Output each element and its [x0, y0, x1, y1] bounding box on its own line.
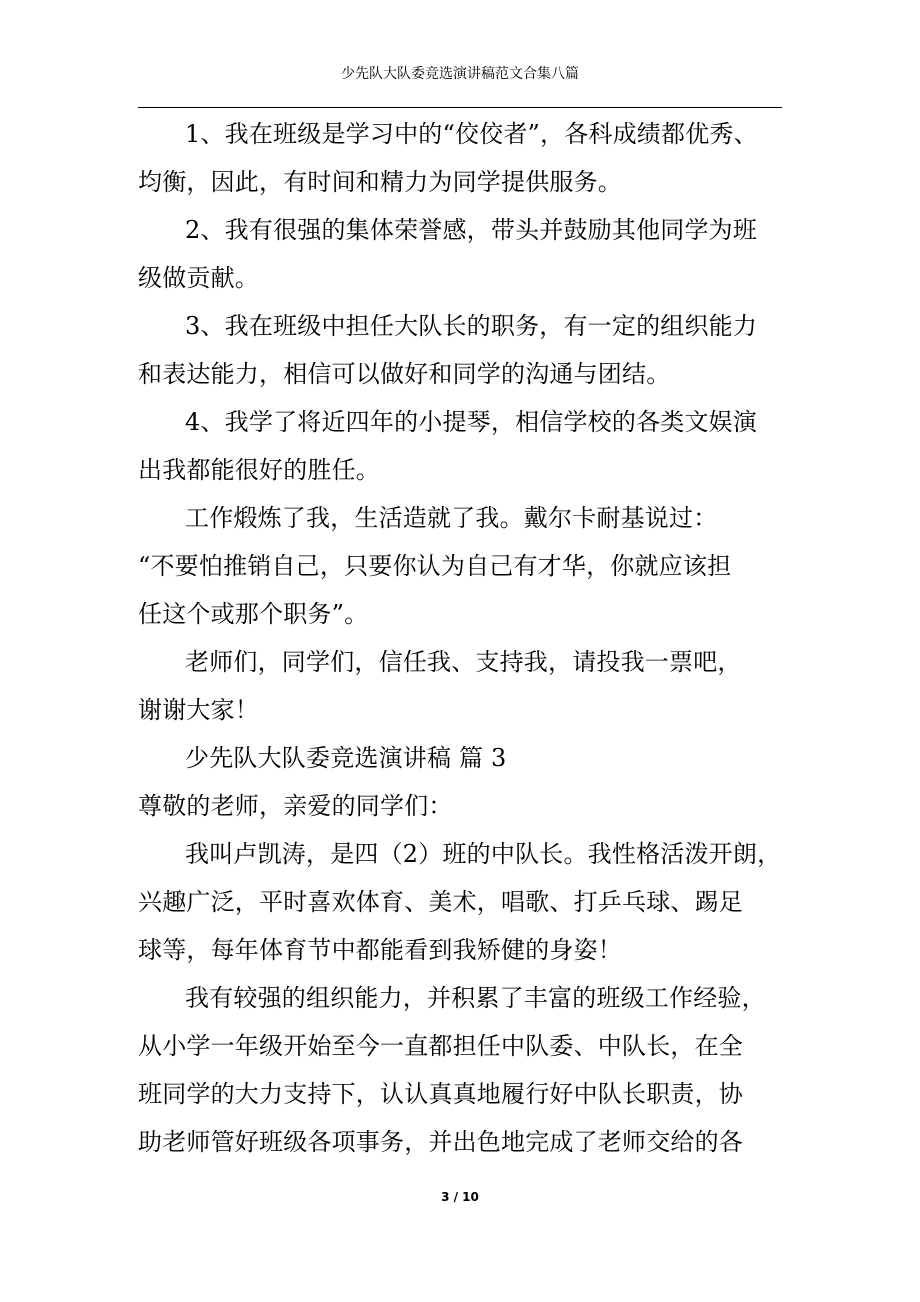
- section-heading: 少先队大队委竞选演讲稿 篇 3: [185, 744, 507, 772]
- paragraph-5-line-2: “不要怕推销自己，只要你认为自己有才华，你就应该担: [138, 552, 732, 580]
- running-header-title: 少先队大队委竞选演讲稿范文合集八篇: [341, 66, 579, 82]
- paragraph-8-line-4: 助老师管好班级各项事务，并出色地完成了老师交给的各: [138, 1128, 743, 1156]
- header-divider: [138, 107, 782, 108]
- paragraph-4-line-1: 4、我学了将近四年的小提琴，相信学校的各类文娱演: [185, 408, 758, 436]
- paragraph-7-line-1: 我叫卢凯涛，是四（2）班的中队长。我性格活泼开朗，: [185, 840, 782, 868]
- paragraph-4-line-2: 出我都能很好的胜任。: [138, 456, 380, 484]
- paragraph-2-line-2: 级做贡献。: [138, 264, 259, 292]
- paragraph-7-line-2: 兴趣广泛，平时喜欢体育、美术，唱歌、打乒乓球、踢足: [138, 888, 743, 916]
- paragraph-8-line-1: 我有较强的组织能力，并积累了丰富的班级工作经验，: [185, 984, 766, 1012]
- paragraph-8-line-2: 从小学一年级开始至今一直都担任中队委、中队长，在全: [138, 1032, 743, 1060]
- paragraph-7-line-3: 球等，每年体育节中都能看到我矫健的身姿！: [138, 936, 622, 964]
- paragraph-3-line-1: 3、我在班级中担任大队长的职务，有一定的组织能力: [185, 312, 758, 340]
- salutation: 尊敬的老师，亲爱的同学们：: [138, 792, 453, 820]
- page-number: 3 / 10: [441, 1190, 479, 1204]
- paragraph-5-line-1: 工作煅炼了我，生活造就了我。戴尔卡耐基说过：: [185, 504, 718, 532]
- paragraph-3-line-2: 和表达能力，相信可以做好和同学的沟通与团结。: [138, 360, 671, 388]
- paragraph-5-line-3: 任这个或那个职务”。: [138, 600, 369, 628]
- paragraph-8-line-3: 班同学的大力支持下，认认真真地履行好中队长职责，协: [138, 1080, 743, 1108]
- paragraph-6-line-2: 谢谢大家！: [138, 696, 259, 724]
- paragraph-1-line-2: 均衡，因此，有时间和精力为同学提供服务。: [138, 168, 622, 196]
- paragraph-2-line-1: 2、我有很强的集体荣誉感，带头并鼓励其他同学为班: [185, 216, 758, 244]
- paragraph-6-line-1: 老师们，同学们，信任我、支持我，请投我一票吧，: [185, 648, 742, 676]
- paragraph-1-line-1: 1、我在班级是学习中的“佼佼者”，各科成绩都优秀、: [185, 120, 758, 148]
